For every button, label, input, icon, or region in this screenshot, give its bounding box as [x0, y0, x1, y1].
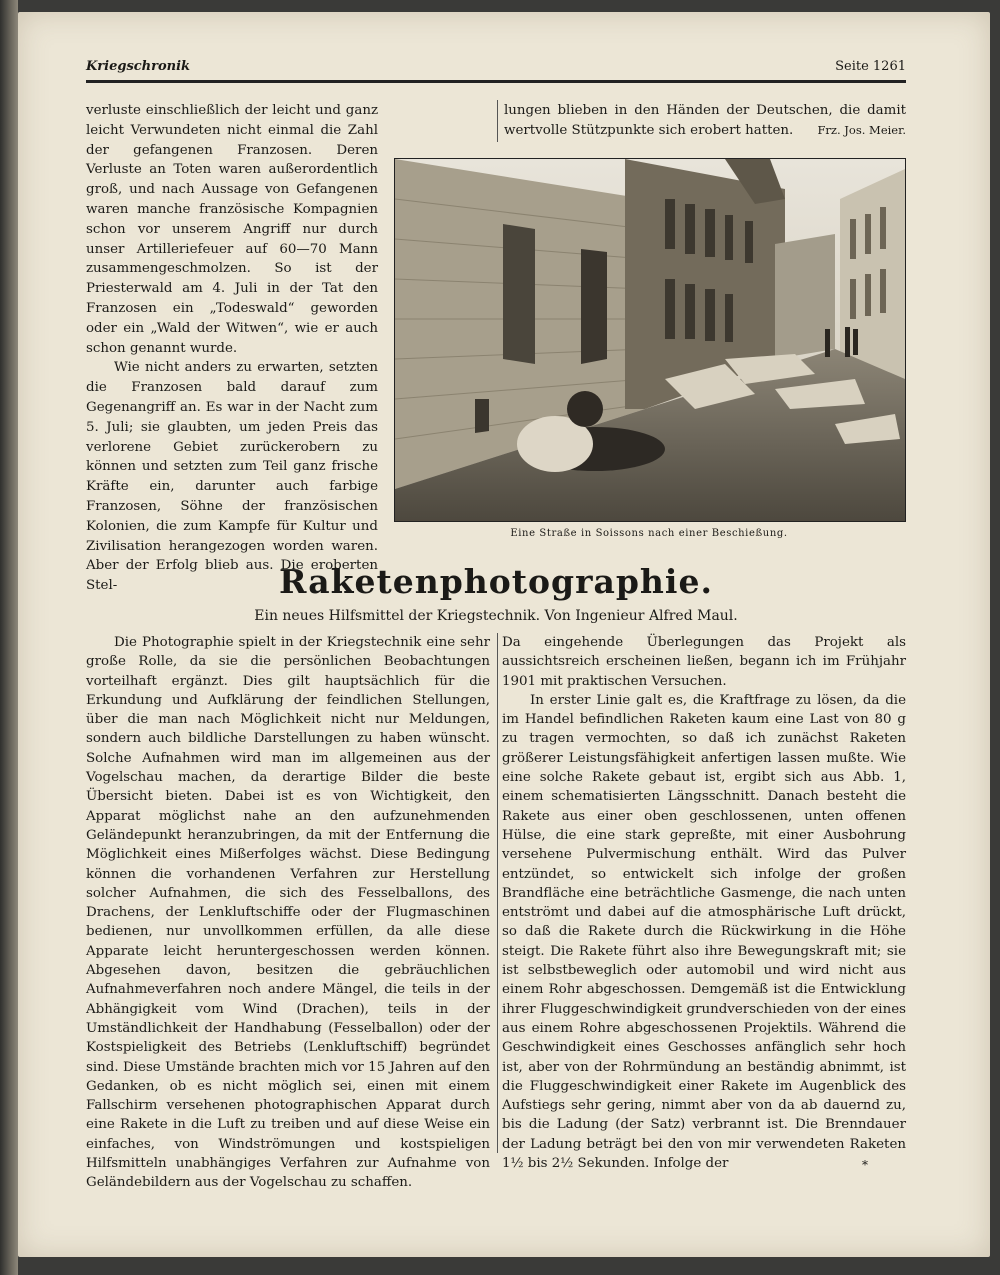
footnote-mark: *	[862, 1158, 868, 1172]
page-number: Seite 1261	[835, 59, 906, 74]
top-right-column	[504, 101, 906, 141]
street-photo	[394, 158, 906, 522]
column-divider	[497, 633, 498, 1153]
photo-illustration	[395, 159, 905, 521]
running-header	[86, 57, 906, 81]
book-spine	[0, 0, 18, 1275]
top-left-column	[86, 101, 378, 596]
paragraph: In erster Linie galt es, die Kraftfrage zu lösen, da die im Handel befindlichen Raketen kaum eine Last von 80 g zu tragen vermochten, so daß ich zunächst Raketen größerer Leistungsfähigkeit anfertigen lassen mußte. Wie eine solche Rakete gebaut ist, ergibt sich aus Abb. 1, einem schematisierten Längsschnitt. Danach besteht die Rakete aus einer oben geschlossenen, unten offenen Hülse, die eine stark gepreßte, mit einer Ausbohrung versehene Pulvermischung enthält. Wird das Pulver entzündet, so entwickelt sich infolge der großen Brandfläche eine beträchtliche Gasmenge, die nach unten entströmt und dabei auf die atmosphärische Luft drückt, so daß die Rakete durch die Rückwirkung in die Höhe steigt. Die Rakete führt also ihre Bewegungskraft mit; sie ist selbstbeweglich oder automobil und wird nicht aus einem Rohr abgeschossen. Demgemäß ist die Entwicklung ihrer Fluggeschwindigkeit grundverschieden von der eines aus einem Rohre abgeschossenen Projektils. Während die Geschwindigkeit eines Geschosses anfänglich sehr hoch ist, aber von der Rohrmündung an beständig abnimmt, ist die Fluggeschwindigkeit einer Rakete im Augenblick des Aufstiegs sehr gering, nimmt aber von da ab dauernd zu, bis die Ladung (der Satz) verbrannt ist. Die Brenndauer der Ladung beträgt bei den von mir verwendeten Raketen 1½ bis 2½ Sekunden. Infolge der	[502, 692, 906, 1172]
paragraph: Wie nicht anders zu erwarten, setzten die Franzosen bald darauf zum Gegenangriff an. Es war in der Nacht zum 5. Juli; sie glaubten, um jeden Preis das verlorene Gebiet zurückerobern zu können und setzten zum Teil ganz frische Kräfte ein, darunter auch farbige Franzosen, Söhne der französischen Kolonien, die zum Kampfe für Kultur und Zivilisation herangezogen worden waren. Aber der Erfolg blieb aus. Die eroberten Stel-	[86, 360, 378, 594]
header-title: Kriegschronik	[86, 59, 191, 74]
article-subtitle: Ein neues Hilfsmittel der Kriegstechnik. Von Ingenieur Alfred Maul.	[254, 608, 738, 624]
article-left-column	[86, 633, 490, 1193]
article-right-column	[502, 633, 906, 1173]
author-signature: Frz. Jos. Meier.	[817, 122, 906, 137]
paragraph: verluste einschließlich der leicht und ganz leicht Verwundeten nicht einmal die Zahl der gefangenen Franzosen. Deren Verluste an Toten waren außerordentlich groß, und nach Aussage von Gefangenen waren manche französische Kompagnien schon vor unserem Angriff nur durch unser Artilleriefeuer auf 60—70 Mann zusammengeschmolzen. So ist der Priesterwald am 4. Juli in der Tat den Franzosen ein „Todeswald“ geworden oder ein „Wald der Witwen“, wie er auch schon genannt wurde.	[86, 103, 378, 356]
photo-caption: Eine Straße in Soissons nach einer Beschießung.	[510, 528, 788, 539]
paragraph	[504, 101, 906, 141]
column-divider	[497, 100, 498, 142]
paragraph: Da eingehende Überlegungen das Projekt als aussichtsreich erscheinen ließen, begann ich im Frühjahr 1901 mit praktischen Versuchen.	[502, 635, 906, 689]
header-rule	[86, 80, 906, 83]
article-title: Raketenphotographie.	[279, 562, 713, 601]
paragraph: Die Photographie spielt in der Kriegstechnik eine sehr große Rolle, da sie die persönlichen Beobachtungen vorteilhaft ergänzt. Dies gilt hauptsächlich für die Erkundung und Aufklärung der feindlichen Stellungen, über die man nach Möglichkeit nicht nur Meldungen, sondern auch bildliche Darstellungen zu haben wünscht. Solche Aufnahmen wird man im allgemeinen aus der Vogelschau machen, da derartige Bilder die beste Übersicht bieten. Dabei ist es von Wichtigkeit, den Apparat möglichst nahe an den aufzunehmenden Geländepunkt heranzubringen, da mit der Entfernung die Möglichkeit eines Mißerfolges wächst. Diese Bedingung können die vorhandenen Verfahren zur Herstellung solcher Aufnahmen, die sich des Fesselballons, des Drachens, der Lenkluftschiffe oder der Flugmaschinen bedienen, nur unvollkommen erfüllen, da alle diese Apparate leicht heruntergeschossen werden können. Abgesehen davon, besitzen die gebräuchlichen Aufnahmeverfahren noch andere Mängel, die teils in der Abhängigkeit vom Wind (Drachen), teils in der Umständlichkeit der Handhabung (Fesselballon) oder der Kostspieligkeit des Betriebs (Lenkluftschiff) begründet sind. Diese Umstände brachten mich vor 15 Jahren auf den Gedanken, ob es nicht möglich sei, einen mit einem Fallschirm versehenen photographischen Apparat durch eine Rakete in die Luft zu treiben und auf diese Weise ein einfaches, von Windströmungen und kostspieligen Hilfsmitteln unabhängiges Verfahren zur Aufnahme von Geländebildern aus der Vogelschau zu schaffen.	[86, 635, 490, 1191]
paragraph-text: lungen blieben in den Händen der Deutschen, die damit wertvolle Stützpunkte sich erobert hatten.	[504, 103, 906, 138]
